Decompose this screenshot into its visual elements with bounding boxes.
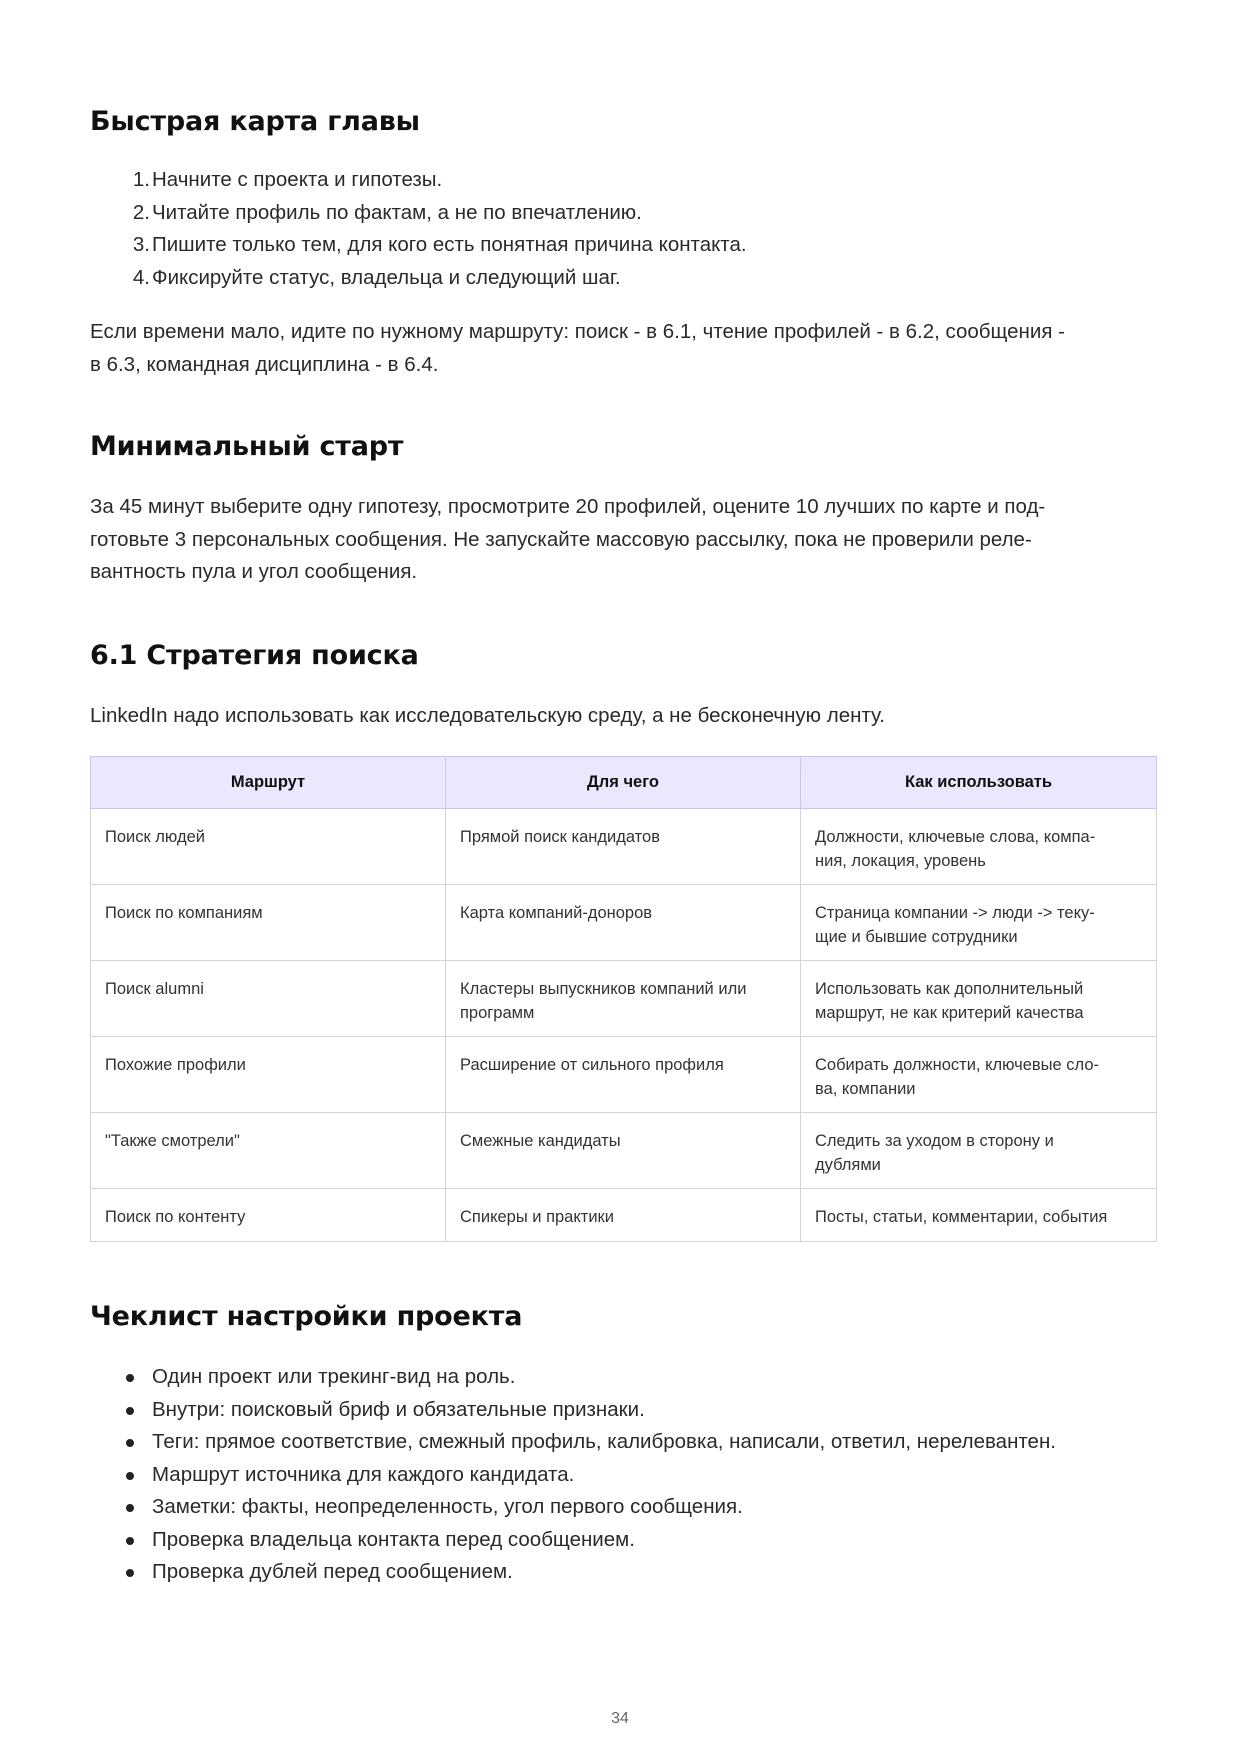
cell-route: Похожие профили (91, 1037, 446, 1113)
min-start-paragraph: За 45 минут выберите одну гипотезу, просмотрите 20 профилей, оцените 10 лучших по карте и под- готовьте 3 персональных сообщения. Не запускайте массовую рассылку, пока не проверили реле- вантность пула и угол сообщения. (90, 495, 1046, 583)
list-item: 4. Фиксируйте статус, владельца и следующий шаг. (132, 265, 621, 289)
quick-map-paragraph: Если времени мало, идите по нужному маршруту: поиск - в 6.1, чтение профилей - в 6.2, сообщения - в 6.3, командная дисциплина - в 6.4. (90, 320, 1065, 376)
list-item: 1. Начните с проекта и гипотезы. (132, 168, 443, 191)
table-row (91, 809, 1157, 885)
bullet-icon (126, 1537, 134, 1545)
list-item: Заметки: факты, неопределенность, угол первого сообщения. (90, 1491, 1056, 1524)
bullet-icon (126, 1569, 134, 1577)
cell-purpose: Смежные кандидаты (446, 1113, 801, 1189)
cell-purpose: Карта компаний-доноров (446, 885, 801, 961)
cell-route: Поиск по компаниям (91, 885, 446, 961)
cell-route: "Также смотрели" (91, 1113, 446, 1189)
search-routes-table (90, 756, 1157, 1242)
bullet-icon (126, 1374, 134, 1382)
cell-route: Поиск по контенту (91, 1189, 446, 1242)
cell-usage: Собирать должности, ключевые сло- ва, компании (801, 1037, 1157, 1113)
checklist-list (90, 1361, 1056, 1589)
cell-usage: Страница компании -> люди -> теку- щие и бывшие сотрудники (801, 885, 1157, 961)
bullet-icon (126, 1472, 134, 1480)
cell-usage: Следить за уходом в сторону и дублями (801, 1113, 1157, 1189)
table-row (91, 1113, 1157, 1189)
bullet-icon (126, 1407, 134, 1415)
table-row (91, 961, 1157, 1037)
list-item: Теги: прямое соответствие, смежный профиль, калибровка, написали, ответил, нерелевантен. (90, 1426, 1056, 1459)
cell-route: Поиск людей (91, 809, 446, 885)
table-header-row (91, 757, 1157, 809)
table-row (91, 885, 1157, 961)
cell-route: Поиск alumni (91, 961, 446, 1037)
search-strategy-intro: LinkedIn надо использовать как исследовательскую среду, а не бесконечную ленту. (90, 704, 885, 727)
list-item: Внутри: поисковый бриф и обязательные признаки. (90, 1394, 1056, 1427)
section-title-search-strategy: 6.1 Стратегия поиска (90, 640, 419, 671)
column-header-usage: Как использовать (801, 757, 1157, 809)
cell-usage: Посты, статьи, комментарии, события (801, 1189, 1157, 1242)
column-header-route: Маршрут (91, 757, 446, 809)
bullet-icon (126, 1504, 134, 1512)
section-title-quick-map: Быстрая карта главы (90, 106, 420, 137)
list-item: Маршрут источника для каждого кандидата. (90, 1459, 1056, 1492)
list-item: Проверка дублей перед сообщением. (90, 1556, 1056, 1589)
bullet-icon (126, 1439, 134, 1447)
section-title-min-start: Минимальный старт (90, 431, 404, 462)
list-item: 2. Читайте профиль по фактам, а не по впечатлению. (132, 200, 642, 224)
column-header-purpose: Для чего (446, 757, 801, 809)
section-title-checklist: Чеклист настройки проекта (90, 1301, 523, 1332)
list-item: 3. Пишите только тем, для кого есть понятная причина контакта. (132, 233, 747, 256)
cell-usage: Использовать как дополнительный маршрут, не как критерий качества (801, 961, 1157, 1037)
cell-purpose: Прямой поиск кандидатов (446, 809, 801, 885)
cell-usage: Должности, ключевые слова, компа- ния, локация, уровень (801, 809, 1157, 885)
cell-purpose: Расширение от сильного профиля (446, 1037, 801, 1113)
quick-map-list (90, 164, 747, 294)
cell-purpose: Кластеры выпускников компаний или программ (446, 961, 801, 1037)
list-item: Один проект или трекинг-вид на роль. (90, 1361, 1056, 1394)
table-row (91, 1189, 1157, 1242)
page-number: 34 (611, 1710, 629, 1727)
list-item: Проверка владельца контакта перед сообщением. (90, 1524, 1056, 1557)
cell-purpose: Спикеры и практики (446, 1189, 801, 1242)
table-row (91, 1037, 1157, 1113)
